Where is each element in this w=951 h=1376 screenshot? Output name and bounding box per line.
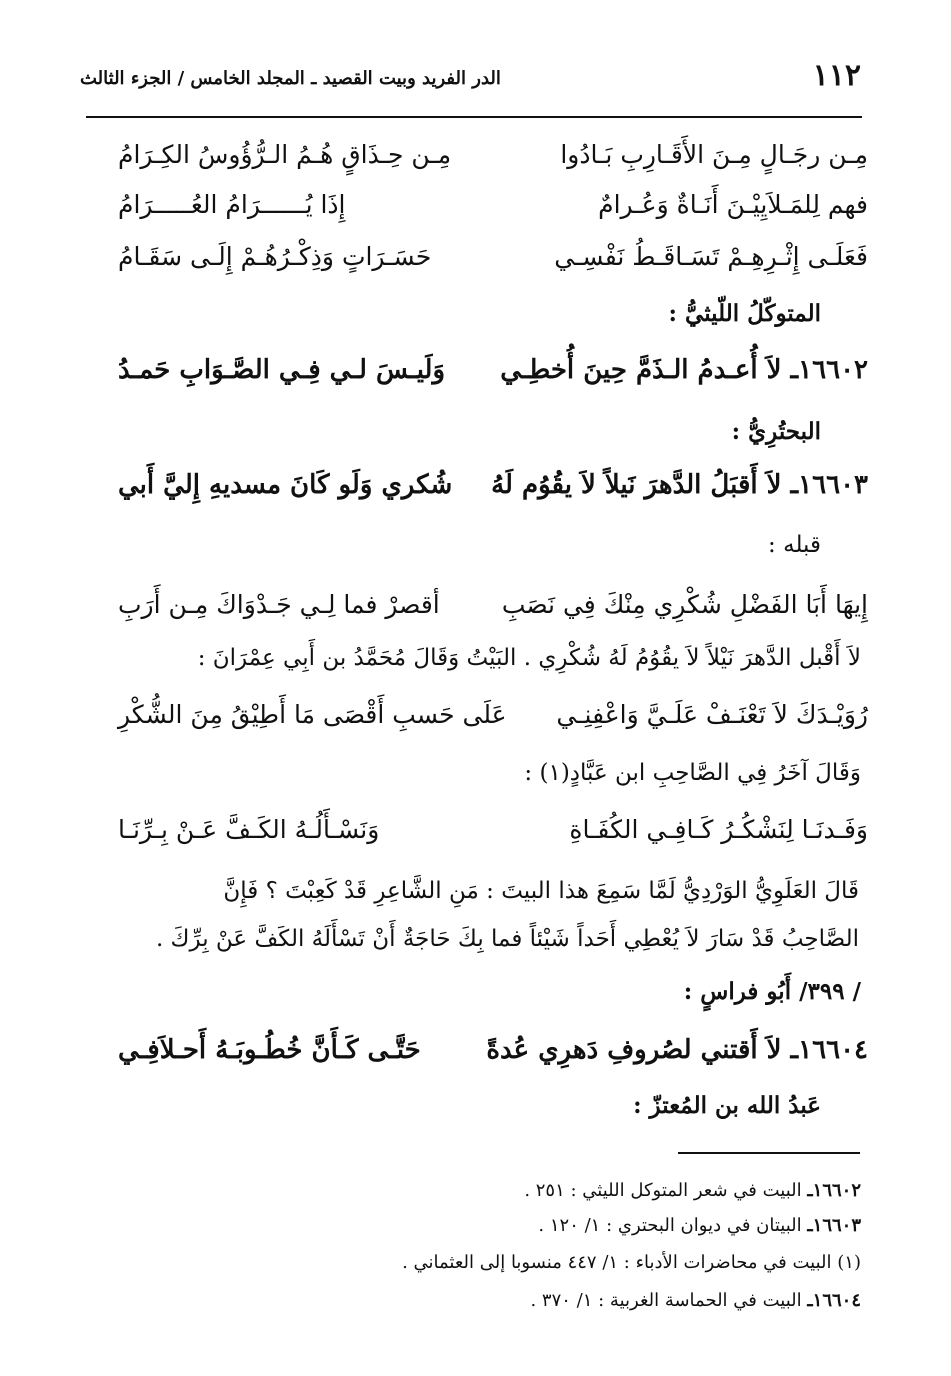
hemistich-first: ١٦٦٠٣ـ لاَ أَقبَلُ الدَّهرَ نَيلاً لاَ يقُوُم لَهُ	[491, 470, 868, 500]
hemistich-first: ١٦٦٠٢ـ لاَ أُعـدمُ الـذَمَّ حِينَ أُخطِـي	[500, 355, 868, 385]
page-number: ١١٢	[812, 58, 861, 93]
verse	[118, 355, 868, 385]
verse	[118, 1035, 868, 1065]
poet-name: البحتُرِيُّ :	[731, 418, 821, 445]
hemistich-first: ١٦٦٠٤ـ لاَ أَقتني لصُروفِ دَهرِي عُدةً	[486, 1035, 868, 1065]
verse	[118, 700, 868, 729]
hemistich-first: وَفَـدنَـا لِنَشْكُـرُ كَـافِـي الكُفَـاةِ	[569, 815, 868, 844]
header-rule	[86, 116, 862, 118]
hemistich-second: شُكري وَلَو كَانَ مسديهِ إِليَّ أَبي	[118, 470, 453, 500]
verse	[118, 140, 868, 169]
hemistich-first: إِيهَا أَبَا الفَضْلِ شُكْرِي مِنْكَ فِي نَصَبِ	[501, 590, 868, 619]
footnote	[524, 1180, 861, 1201]
verse	[118, 470, 868, 500]
hemistich-second: وَنَسْـأَلُـهُ الكَـفَّ عَـنْ بِـرِّنَـا	[118, 815, 380, 844]
paragraph-line: قَالَ العَلَوِيُّ الوَرْدِيُّ لَمَّا سَمِعَ هذا البيتَ : مَنِ الشَّاعِرِ قَدْ كَعِبْتَ ؟ فَإِنَّ	[223, 878, 859, 904]
paragraph-line: الصَّاحِبُ قَدْ سَارَ لاَ يُعْطِي أَحَداً شَيْئاً فما بِكَ حَاجَةٌ أَنْ تَسْأَلَهُ الكَفَّ عَنْ بِرِّكَ .	[155, 926, 859, 952]
hemistich-first: فهم لِلمَـلاَيِيْـنَ أَنَـاةٌ وَعُـرامٌ	[598, 190, 868, 219]
page-header	[80, 58, 861, 102]
footnote	[530, 1290, 861, 1311]
hemistich-second: حَسَـرَاتٍ وَذِكْـرُهُـمْ إِلَـى سَقَـامُ	[118, 242, 432, 271]
hemistich-second: إِذَا يُــــــرَامُ العُـــــرَامُ	[118, 190, 346, 219]
hemistich-second: وَلَيـسَ لـي فِـي الصَّـوَابِ حَمـدُ	[118, 355, 446, 385]
verse	[118, 190, 868, 219]
hemistich-second: أقصرْ فما لِـي جَـدْوَاكَ مِـن أَرَبِ	[118, 590, 440, 619]
poet-name: / ٣٩٩/ أَبُو فراسٍ :	[683, 978, 861, 1005]
verse	[118, 242, 868, 271]
section-label: قبله :	[768, 532, 821, 558]
footnote	[538, 1215, 861, 1236]
footnote-text: البيت في محاضرات الأدباء : ١/ ٤٤٧ منسوبا إلى العثماني .	[402, 1252, 832, 1273]
hemistich-first: مِـن رجَـالٍ مِـنَ الأَقَـارِبِ بَـادُوا	[560, 140, 868, 169]
footnote	[402, 1252, 861, 1273]
hemistich-first: رُوَيْـدَكَ لاَ تَعْنَـفْ عَلَـيَّ وَاعْفِنِـي	[556, 700, 868, 729]
hemistich-first: فَعَلَـى إِثْـرِهِـمْ تَسَـاقَـطُ نَفْسِـي	[554, 242, 868, 271]
footnote-number: ١٦٦٠٢ـ	[807, 1180, 861, 1201]
footnote-number: ١٦٦٠٣ـ	[807, 1215, 861, 1236]
footnote-text: البيت في شعر المتوكل الليثي : ٢٥١ .	[524, 1180, 802, 1201]
verse	[118, 815, 868, 844]
footnote-number: ١٦٦٠٤ـ	[807, 1290, 861, 1311]
hemistich-second: حَتَّـى كَـأَنَّ خُطُـوبَـهُ أَحـلاَفِـي	[118, 1035, 421, 1065]
verse	[118, 590, 868, 619]
footnote-number: (١)	[837, 1252, 861, 1273]
footnote-text: البيت في الحماسة الغربية : ١/ ٣٧٠ .	[530, 1290, 802, 1311]
footnote-rule	[678, 1152, 860, 1154]
poet-name: المتوكّلُ اللّيثيُّ :	[668, 300, 821, 327]
footnote-text: البيتان في ديوان البحتري : ١/ ١٢٠ .	[538, 1215, 802, 1236]
hemistich-second: عَلَى حَسبِ أَقْصَى مَا أَطِيْقُ مِنَ الشُّكْرِ	[118, 700, 507, 729]
text-line: لاَ أَقْبل الدَّهرَ نَيْلاً لاَ يقُوُمُ لَهُ شُكْرِي . البَيْتُ وَقَالَ مُحَمَّدُ بن أَبِي عِمْرَانَ :	[197, 645, 861, 671]
hemistich-second: مِـن حِـذَاقٍ هُـمُ الـرُّؤُوسُ الكِـرَامُ	[118, 140, 452, 169]
poet-name: عَبدُ الله بن المُعتزّ :	[633, 1092, 821, 1119]
text-line: وَقَالَ آخَرُ فِي الصَّاحِبِ ابن عَبَّادٍ(١) :	[524, 760, 861, 786]
running-title: الدر الفريد وبيت القصيد ـ المجلد الخامس / الجزء الثالث	[80, 68, 501, 89]
